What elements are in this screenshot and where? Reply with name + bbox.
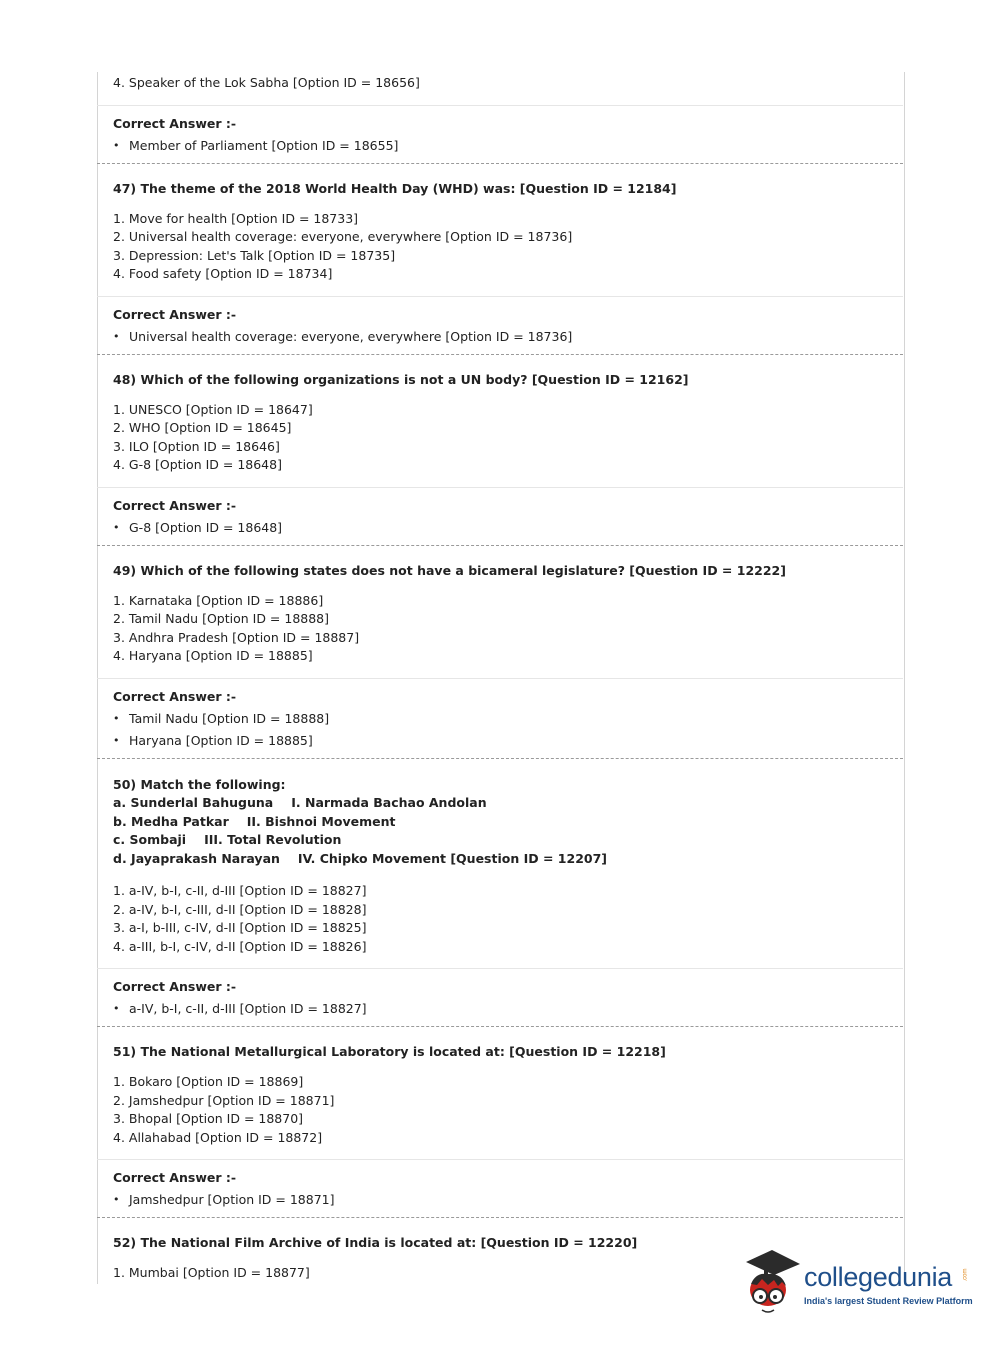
- answer-block: [97, 488, 903, 545]
- question-block: [97, 355, 903, 487]
- question-block: [97, 759, 903, 969]
- option-text: 1. Bokaro [Option ID = 18869]: [113, 1074, 304, 1089]
- bullet-icon: •: [113, 520, 120, 534]
- match-right: III. Total Revolution: [204, 832, 342, 847]
- option-text: 4. Allahabad [Option ID = 18872]: [113, 1129, 323, 1145]
- bullet-icon: •: [113, 138, 120, 152]
- question-block: [97, 164, 903, 296]
- bullet-icon: •: [113, 1193, 120, 1206]
- option-text: 4. a-III, b-I, c-IV, d-II [Option ID = 18826]: [113, 938, 367, 954]
- match-right: IV. Chipko Movement [Question ID = 12207]: [297, 850, 607, 866]
- option-text: 4. G-8 [Option ID = 18648]: [113, 457, 282, 472]
- answer-item: [113, 998, 903, 1020]
- question-title: 48) Which of the following organizations is not a UN body? [Question ID = 12162]: [113, 371, 689, 387]
- option-text: 1. a-IV, b-I, c-II, d-III [Option ID = 18827]: [113, 883, 367, 898]
- question-block: [97, 1027, 903, 1159]
- option-text: 3. Depression: Let's Talk [Option ID = 18735]: [113, 247, 396, 263]
- bullet-icon: •: [113, 329, 120, 343]
- answer-item: [113, 135, 903, 157]
- answer-item: [113, 326, 903, 348]
- option-text: 2. Universal health coverage: everyone, everywhere [Option ID = 18736]: [113, 229, 573, 244]
- correct-answer-label: Correct Answer :-: [113, 115, 237, 131]
- match-left: a. Sunderlal Bahuguna: [113, 795, 274, 810]
- option-text: 4. Haryana [Option ID = 18885]: [113, 648, 313, 663]
- match-right: I. Narmada Bachao Andolan: [291, 795, 487, 810]
- option-text: 2. Tamil Nadu [Option ID = 18888]: [113, 611, 330, 626]
- answer-text: Jamshedpur [Option ID = 18871]: [129, 1192, 335, 1207]
- match-row: [113, 831, 903, 850]
- bullet-icon: •: [113, 711, 120, 725]
- correct-answer-label: Correct Answer :-: [113, 1170, 237, 1185]
- logo-suffix: .com: [962, 1268, 969, 1282]
- logo-tagline: India's largest Student Review Platform: [804, 1296, 973, 1306]
- mascot-icon: [742, 1248, 804, 1318]
- answer-text: Universal health coverage: everyone, everywhere [Option ID = 18736]: [129, 328, 573, 344]
- correct-answer-label: Correct Answer :-: [113, 979, 237, 994]
- option-text: 4. Food safety [Option ID = 18734]: [113, 266, 333, 281]
- top-option-block: [97, 72, 903, 105]
- collegedunia-logo: [742, 1248, 982, 1318]
- answer-item: [113, 517, 903, 539]
- answer-text: Haryana [Option ID = 18885]: [129, 732, 313, 748]
- option-text: 3. Bhopal [Option ID = 18870]: [113, 1111, 304, 1126]
- answer-text: Tamil Nadu [Option ID = 18888]: [129, 710, 330, 726]
- logo-wordmark: collegedunia: [804, 1262, 953, 1292]
- question-title: 49) Which of the following states does not have a bicameral legislature? [Question ID = 12222]: [113, 562, 786, 578]
- option-text: 3. a-I, b-III, c-IV, d-II [Option ID = 18825]: [113, 920, 367, 935]
- answer-block: [97, 106, 903, 163]
- correct-answer-label: Correct Answer :-: [113, 497, 237, 513]
- option-text: 2. a-IV, b-I, c-III, d-II [Option ID = 18828]: [113, 901, 367, 917]
- match-row: [113, 813, 903, 832]
- bullet-icon: •: [113, 1002, 120, 1015]
- option-text: 4. Speaker of the Lok Sabha [Option ID = 18656]: [113, 75, 420, 90]
- option-text: 1. UNESCO [Option ID = 18647]: [113, 401, 313, 417]
- correct-answer-label: Correct Answer :-: [113, 306, 237, 322]
- bullet-icon: •: [113, 733, 120, 747]
- match-row: [113, 850, 903, 869]
- document-content: [97, 72, 903, 1283]
- match-right: II. Bishnoi Movement: [246, 813, 396, 829]
- option-text: 2. Jamshedpur [Option ID = 18871]: [113, 1092, 335, 1108]
- answer-text: G-8 [Option ID = 18648]: [129, 519, 283, 535]
- option-text: 1. Karnataka [Option ID = 18886]: [113, 592, 324, 608]
- answer-text: a-IV, b-I, c-II, d-III [Option ID = 18827]: [129, 1001, 367, 1016]
- question-block: [97, 546, 903, 678]
- answer-item: [113, 708, 903, 730]
- option-text: 1. Mumbai [Option ID = 18877]: [113, 1265, 310, 1280]
- answer-item: [113, 730, 903, 752]
- match-left: d. Jayaprakash Narayan: [113, 850, 280, 866]
- match-row: [113, 794, 903, 813]
- answer-block: [97, 1160, 903, 1217]
- question-title: 50) Match the following:: [113, 776, 286, 792]
- question-title: 52) The National Film Archive of India is located at: [Question ID = 12220]: [113, 1235, 638, 1250]
- correct-answer-label: Correct Answer :-: [113, 688, 237, 704]
- match-left: c. Sombaji: [113, 832, 187, 847]
- question-title: 47) The theme of the 2018 World Health Day (WHD) was: [Question ID = 12184]: [113, 180, 677, 196]
- answer-text: Member of Parliament [Option ID = 18655]: [129, 137, 399, 153]
- match-left: b. Medha Patkar: [113, 813, 229, 829]
- option-text: 1. Move for health [Option ID = 18733]: [113, 210, 359, 226]
- option-text: 3. Andhra Pradesh [Option ID = 18887]: [113, 629, 360, 645]
- answer-block: [97, 297, 903, 354]
- answer-item: [113, 1189, 903, 1211]
- option-text: 2. WHO [Option ID = 18645]: [113, 420, 292, 435]
- question-title: 51) The National Metallurgical Laboratory is located at: [Question ID = 12218]: [113, 1044, 666, 1059]
- answer-block: [97, 679, 903, 758]
- answer-block: [97, 969, 903, 1026]
- option-text: 3. ILO [Option ID = 18646]: [113, 438, 280, 454]
